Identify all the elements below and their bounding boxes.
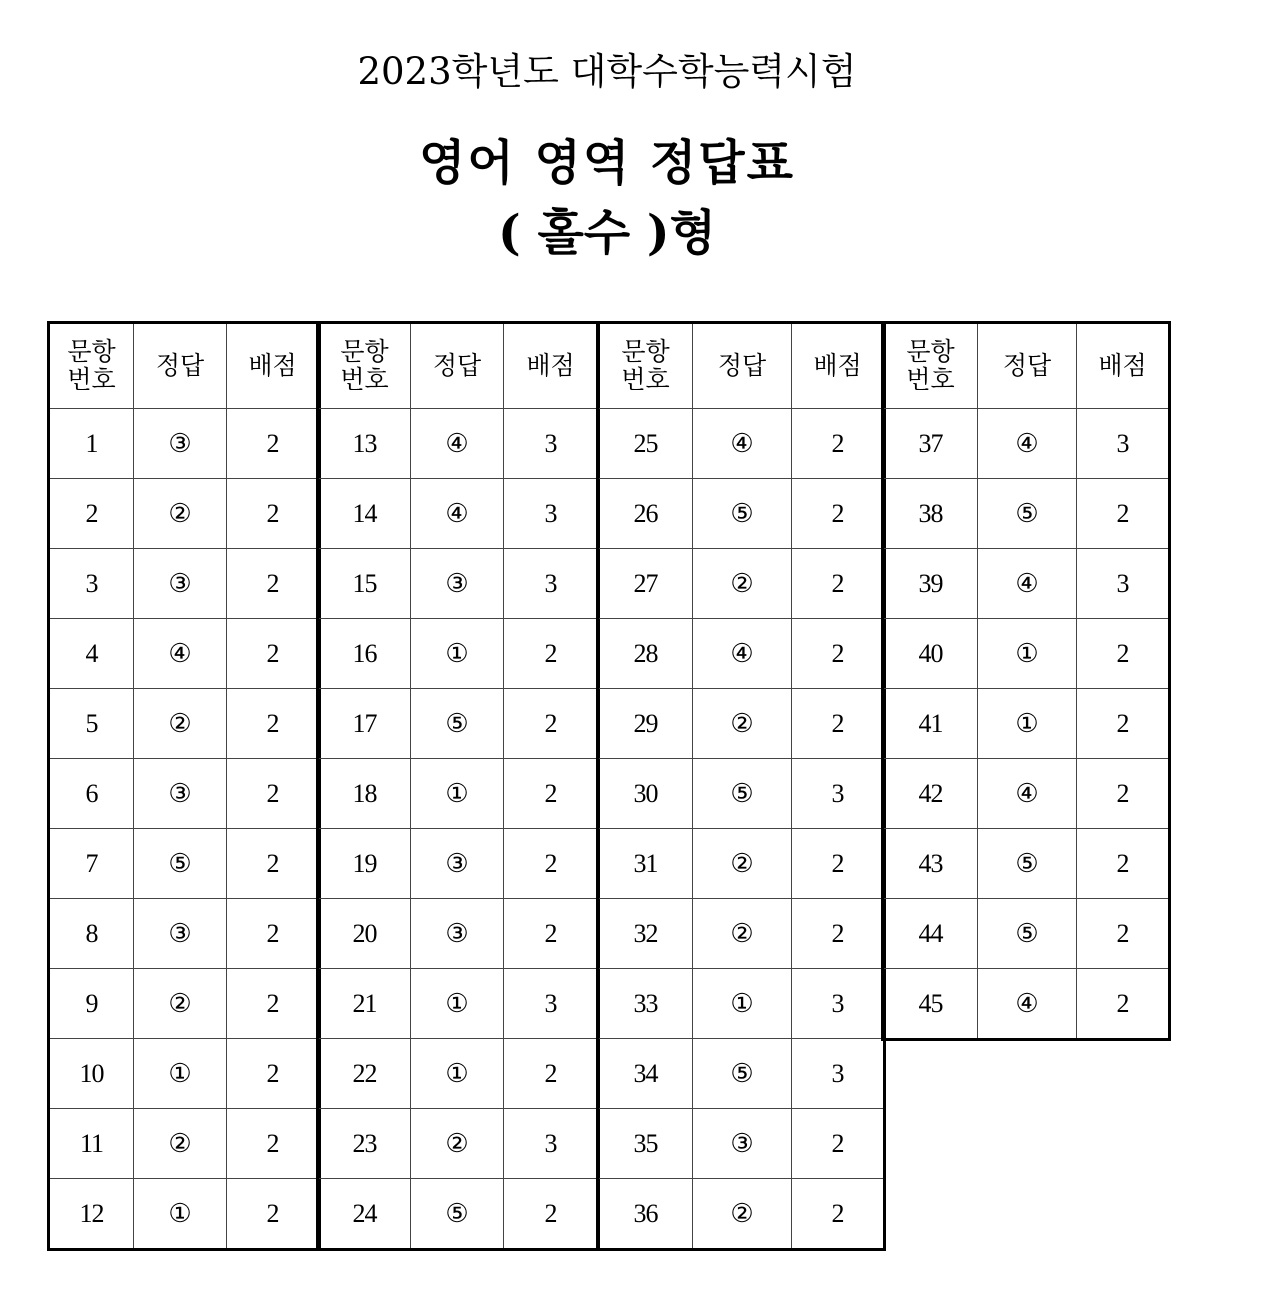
question-number: 22	[318, 1039, 411, 1109]
column-header-answer: 정답	[978, 323, 1077, 409]
question-number: 33	[598, 969, 693, 1039]
table-row	[598, 1039, 885, 1109]
point-value: 2	[792, 899, 885, 969]
correct-answer: ⑤	[693, 479, 792, 549]
correct-answer: ③	[134, 899, 227, 969]
table-row	[318, 969, 599, 1039]
question-number: 41	[883, 689, 978, 759]
question-number: 38	[883, 479, 978, 549]
correct-answer: ②	[411, 1109, 504, 1179]
column-header-points: 배점	[227, 323, 320, 409]
correct-answer: ⑤	[134, 829, 227, 899]
correct-answer: ④	[411, 479, 504, 549]
question-number: 42	[883, 759, 978, 829]
question-number: 10	[49, 1039, 134, 1109]
table-row	[598, 899, 885, 969]
correct-answer: ②	[693, 829, 792, 899]
question-number: 3	[49, 549, 134, 619]
question-number: 43	[883, 829, 978, 899]
table-row	[318, 759, 599, 829]
point-value: 2	[792, 549, 885, 619]
point-value: 3	[792, 969, 885, 1039]
point-value: 2	[227, 409, 320, 479]
correct-answer: ⑤	[978, 899, 1077, 969]
point-value: 2	[504, 1039, 599, 1109]
column-header-answer: 정답	[693, 323, 792, 409]
table-row	[598, 969, 885, 1039]
point-value: 2	[792, 1109, 885, 1179]
point-value: 2	[504, 899, 599, 969]
point-value: 3	[504, 549, 599, 619]
correct-answer: ③	[411, 899, 504, 969]
point-value: 2	[504, 759, 599, 829]
table-row	[318, 479, 599, 549]
answer-block-1	[47, 321, 321, 1251]
table-row	[318, 1179, 599, 1250]
correct-answer: ②	[693, 899, 792, 969]
question-number: 36	[598, 1179, 693, 1250]
correct-answer: ⑤	[411, 689, 504, 759]
question-number: 25	[598, 409, 693, 479]
table-row	[883, 969, 1170, 1040]
question-number: 45	[883, 969, 978, 1040]
question-number: 26	[598, 479, 693, 549]
table-row	[49, 409, 320, 479]
correct-answer: ②	[134, 969, 227, 1039]
correct-answer: ②	[134, 1109, 227, 1179]
point-value: 2	[227, 899, 320, 969]
correct-answer: ②	[693, 689, 792, 759]
point-value: 2	[227, 1039, 320, 1109]
point-value: 2	[792, 829, 885, 899]
table-row	[49, 1039, 320, 1109]
correct-answer: ③	[411, 549, 504, 619]
table-row	[883, 759, 1170, 829]
correct-answer: ①	[978, 619, 1077, 689]
correct-answer: ④	[693, 409, 792, 479]
column-header-points: 배점	[792, 323, 885, 409]
correct-answer: ②	[134, 479, 227, 549]
question-number: 1	[49, 409, 134, 479]
answer-block-2	[316, 321, 600, 1251]
question-number: 6	[49, 759, 134, 829]
question-number: 14	[318, 479, 411, 549]
correct-answer: ①	[411, 759, 504, 829]
table-row	[318, 409, 599, 479]
table-row	[318, 899, 599, 969]
correct-answer: ④	[978, 549, 1077, 619]
table-row	[598, 1109, 885, 1179]
question-number: 17	[318, 689, 411, 759]
question-number: 40	[883, 619, 978, 689]
question-number: 37	[883, 409, 978, 479]
point-value: 2	[1077, 619, 1170, 689]
question-number: 4	[49, 619, 134, 689]
point-value: 2	[504, 689, 599, 759]
correct-answer: ⑤	[693, 1039, 792, 1109]
question-number: 18	[318, 759, 411, 829]
correct-answer: ⑤	[978, 479, 1077, 549]
correct-answer: ③	[134, 409, 227, 479]
table-row	[49, 549, 320, 619]
column-header-number: 문항 번호	[49, 323, 134, 409]
correct-answer: ④	[978, 759, 1077, 829]
question-number: 44	[883, 899, 978, 969]
question-number: 19	[318, 829, 411, 899]
correct-answer: ①	[411, 969, 504, 1039]
table-row	[49, 619, 320, 689]
point-value: 3	[504, 409, 599, 479]
question-number: 23	[318, 1109, 411, 1179]
point-value: 2	[792, 479, 885, 549]
question-number: 32	[598, 899, 693, 969]
table-row	[598, 1179, 885, 1250]
table-row	[598, 479, 885, 549]
point-value: 2	[227, 829, 320, 899]
correct-answer: ④	[693, 619, 792, 689]
question-number: 20	[318, 899, 411, 969]
correct-answer: ①	[134, 1179, 227, 1250]
answer-block-3	[596, 321, 886, 1251]
correct-answer: ⑤	[411, 1179, 504, 1250]
correct-answer: ②	[693, 549, 792, 619]
question-number: 34	[598, 1039, 693, 1109]
table-row	[318, 1039, 599, 1109]
table-row	[883, 479, 1170, 549]
point-value: 2	[504, 619, 599, 689]
column-header-answer: 정답	[134, 323, 227, 409]
question-number: 29	[598, 689, 693, 759]
question-number: 9	[49, 969, 134, 1039]
table-row	[598, 689, 885, 759]
table-row	[598, 409, 885, 479]
point-value: 2	[504, 829, 599, 899]
question-number: 5	[49, 689, 134, 759]
question-number: 24	[318, 1179, 411, 1250]
table-row	[49, 969, 320, 1039]
point-value: 3	[504, 969, 599, 1039]
table-row	[49, 479, 320, 549]
point-value: 2	[227, 689, 320, 759]
table-row	[883, 409, 1170, 479]
point-value: 2	[227, 1109, 320, 1179]
point-value: 2	[1077, 829, 1170, 899]
question-number: 15	[318, 549, 411, 619]
column-header-number: 문항 번호	[318, 323, 411, 409]
table-row	[318, 549, 599, 619]
point-value: 2	[227, 549, 320, 619]
point-value: 2	[792, 409, 885, 479]
correct-answer: ⑤	[978, 829, 1077, 899]
table-row	[49, 1109, 320, 1179]
table-row	[883, 549, 1170, 619]
point-value: 2	[227, 479, 320, 549]
correct-answer: ④	[978, 969, 1077, 1040]
exam-title: 2023학년도 대학수학능력시험	[357, 50, 857, 93]
table-row	[49, 1179, 320, 1250]
correct-answer: ②	[693, 1179, 792, 1250]
correct-answer: ④	[134, 619, 227, 689]
table-row	[598, 549, 885, 619]
point-value: 2	[227, 759, 320, 829]
point-value: 2	[1077, 759, 1170, 829]
table-row	[598, 759, 885, 829]
question-number: 12	[49, 1179, 134, 1250]
question-number: 27	[598, 549, 693, 619]
correct-answer: ③	[411, 829, 504, 899]
column-header-number: 문항 번호	[598, 323, 693, 409]
table-row	[318, 1109, 599, 1179]
correct-answer: ①	[411, 1039, 504, 1109]
table-row	[318, 829, 599, 899]
question-number: 7	[49, 829, 134, 899]
column-header-answer: 정답	[411, 323, 504, 409]
question-number: 16	[318, 619, 411, 689]
question-number: 35	[598, 1109, 693, 1179]
question-number: 13	[318, 409, 411, 479]
table-row	[49, 759, 320, 829]
correct-answer: ③	[134, 759, 227, 829]
point-value: 3	[792, 759, 885, 829]
point-value: 3	[792, 1039, 885, 1109]
point-value: 2	[227, 619, 320, 689]
point-value: 2	[1077, 899, 1170, 969]
correct-answer: ④	[978, 409, 1077, 479]
question-number: 11	[49, 1109, 134, 1179]
point-value: 2	[1077, 479, 1170, 549]
table-row	[883, 689, 1170, 759]
correct-answer: ③	[693, 1109, 792, 1179]
table-row	[49, 829, 320, 899]
point-value: 3	[1077, 409, 1170, 479]
exam-type-label: ( 홀수 )형	[498, 205, 716, 261]
point-value: 2	[1077, 689, 1170, 759]
column-header-points: 배점	[504, 323, 599, 409]
point-value: 3	[504, 1109, 599, 1179]
point-value: 2	[1077, 969, 1170, 1040]
question-number: 8	[49, 899, 134, 969]
question-number: 21	[318, 969, 411, 1039]
point-value: 2	[792, 689, 885, 759]
correct-answer: ③	[134, 549, 227, 619]
correct-answer: ④	[411, 409, 504, 479]
point-value: 2	[504, 1179, 599, 1250]
correct-answer: ⑤	[693, 759, 792, 829]
table-row	[598, 619, 885, 689]
correct-answer: ①	[134, 1039, 227, 1109]
correct-answer: ①	[411, 619, 504, 689]
question-number: 2	[49, 479, 134, 549]
correct-answer: ①	[693, 969, 792, 1039]
point-value: 3	[1077, 549, 1170, 619]
table-row	[883, 899, 1170, 969]
point-value: 2	[227, 1179, 320, 1250]
question-number: 28	[598, 619, 693, 689]
question-number: 30	[598, 759, 693, 829]
correct-answer: ①	[978, 689, 1077, 759]
table-row	[49, 689, 320, 759]
table-row	[883, 829, 1170, 899]
answer-block-4	[881, 321, 1171, 1041]
table-row	[49, 899, 320, 969]
point-value: 2	[792, 1179, 885, 1250]
point-value: 2	[792, 619, 885, 689]
column-header-points: 배점	[1077, 323, 1170, 409]
point-value: 3	[504, 479, 599, 549]
table-row	[318, 619, 599, 689]
column-header-number: 문항 번호	[883, 323, 978, 409]
question-number: 31	[598, 829, 693, 899]
question-number: 39	[883, 549, 978, 619]
correct-answer: ②	[134, 689, 227, 759]
table-row	[883, 619, 1170, 689]
answer-sheet-title: 영어 영역 정답표	[419, 135, 795, 191]
point-value: 2	[227, 969, 320, 1039]
table-row	[318, 689, 599, 759]
table-row	[598, 829, 885, 899]
